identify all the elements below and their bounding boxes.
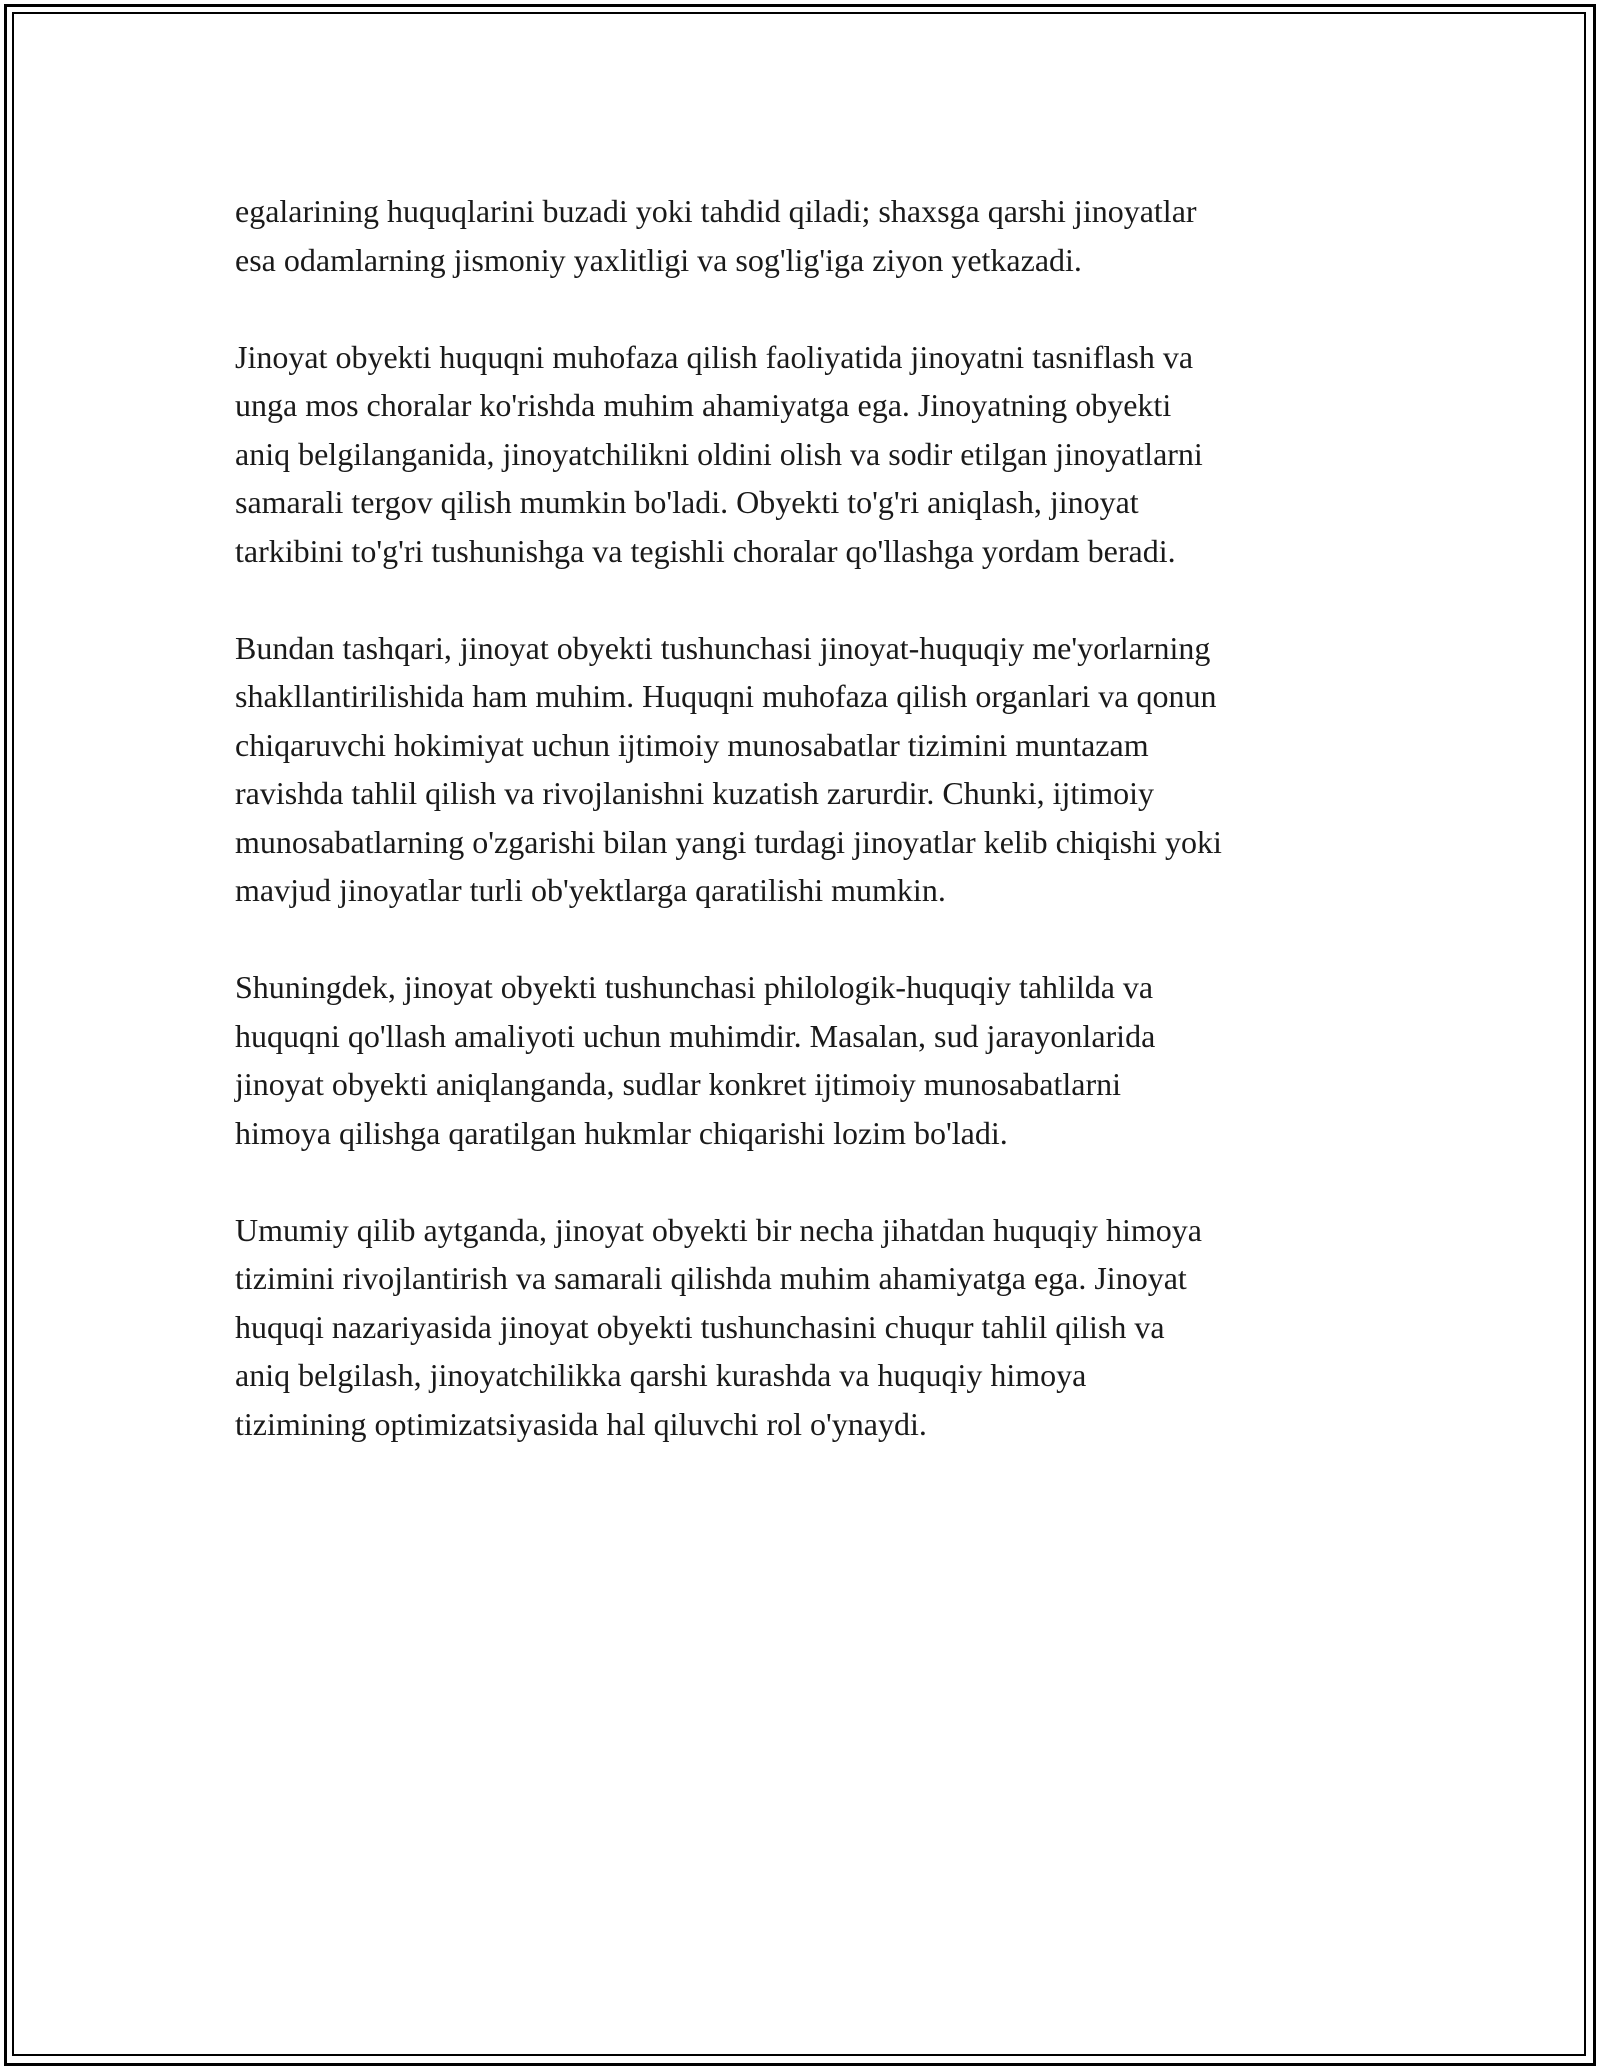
document-body [235, 187, 1395, 1497]
paragraph-3: Bundan tashqari, jinoyat obyekti tushunchasi jinoyat-huquqiy me'yorlarning shakllantirilishida ham muhim. Huquqni muhofaza qilish organlari va qonun chiqaruvchi hokimiyat uchun ijtimoiy munosabatlar tizimini muntazam ravishda tahlil qilish va rivojlanishni kuzatish zarurdir. Chunki, ijtimoiy munosabatlarning o'zgarishi bilan yangi turdagi jinoyatlar kelib chiqishi yoki mavjud jinoyatlar turli ob'yektlarga qaratilishi mumkin. [235, 629, 1222, 908]
paragraph-2: Jinoyat obyekti huquqni muhofaza qilish faoliyatida jinoyatni tasniflash va unga mos choralar ko'rishda muhim ahamiyatga ega. Jinoyatning obyekti aniq belgilanganida, jinoyatchilikni oldini olish va sodir etilgan jinoyatlarni samarali tergov qilish mumkin bo'ladi. Obyekti to'g'ri aniqlash, jinoyat tarkibini to'g'ri tushunishga va tegishli choralar qo'llashga yordam beradi. [235, 338, 1203, 569]
paragraph-5: Umumiy qilib aytganda, jinoyat obyekti bir necha jihatdan huquqiy himoya tizimini rivojlantirish va samarali qilishda muhim ahamiyatga ega. Jinoyat huquqi nazariyasida jinoyat obyekti tushunchasini chuqur tahlil qilish va aniq belgilash, jinoyatchilikka qarshi kurashda va huquqiy himoya tizimining optimizatsiyasida hal qiluvchi rol o'ynaydi. [235, 1211, 1202, 1442]
paragraph-4: Shuningdek, jinoyat obyekti tushunchasi philologik-huquqiy tahlilda va huquqni qo'llash amaliyoti uchun muhimdir. Masalan, sud jarayonlarida jinoyat obyekti aniqlanganda, sudlar konkret ijtimoiy munosabatlarni himoya qilishga qaratilgan hukmlar chiqarishi lozim bo'ladi. [235, 969, 1156, 1151]
paragraph-1: egalarining huquqlarini buzadi yoki tahdid qiladi; shaxsga qarshi jinoyatlar esa odamlarning jismoniy yaxlitligi va sog'lig'iga ziyon yetkazadi. [235, 193, 1197, 278]
